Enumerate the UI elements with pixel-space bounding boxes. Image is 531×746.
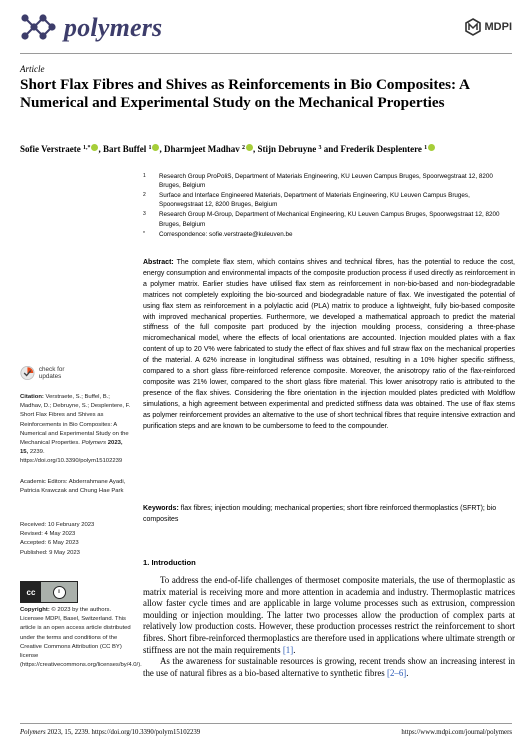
abstract [143,258,515,433]
author-affiliation-mark: 3 [318,145,322,151]
paragraph [143,575,515,656]
academic-editors: Academic Editors: Abderrahmane Ayadi, Patricia Krawczak and Chung Hae Park [20,479,126,495]
footer-citation [20,729,200,736]
citation-label: Citation: [20,394,44,400]
received-date: Received: 10 February 2023 [20,522,95,528]
revised-date: Revised: 4 May 2023 [20,531,76,538]
orcid-icon[interactable] [246,144,253,151]
affiliation-text: Surface and Interface Engineered Materials, Department of Materials Engineering, KU Leuven Campus Bruges, Spoorwegstraat 12, 8200 Bruges, Belgium [159,192,470,209]
attribution-icon: i [53,586,66,599]
keywords-text: flax fibres; injection moulding; mechanical properties; short fibre reinforced thermoplastics (SFRT); bio composites [143,505,497,523]
publisher-logo[interactable] [464,18,513,36]
affiliation-text: Research Group M-Group, Department of Mechanical Engineering, KU Leuven Campus Bruges, Spoorwegstraat 12, 8200 Bruges, Belgium [159,211,500,228]
author-affiliation-mark: 1 [148,145,152,151]
paragraph-text: To address the end-of-life challenges of thermoset composite materials, the use of thermoplastic as matrix material is receiving more and more attention in academia and industry. Thermoplastic matrices allow faster cycle times and are applicable in large volume processes such as extrusion, compression moulding or injection moulding. The latter two processes allow the production of complex parts at relatively low production costs. However, these production processes restrict the reinforcement to short fibres. Short fibre-reinforced thermoplastics are therefore used in applications where ultimate strength or stiffness are not the main requirements [143,575,515,655]
copyright-text: © 2023 by the authors. Licensee MDPI, Basel, Switzerland. This article is an open access article distributed under the terms and conditions of the Creative Commons Attribution (CC BY) license (https://creativecommons.org/licenses/by/4.0/). [20,607,142,669]
orcid-icon[interactable] [152,144,159,151]
author-affiliation-mark: 2 [241,145,245,151]
mdpi-logo-icon [464,18,482,36]
article-type: Article [20,64,45,74]
abstract-text: The complete flax stem, which contains shives and technical fibres, has the potential to reduce the cost, energy consumption and environmental impacts of the composite production process if used directly as reinforcement in a polymer matrix. Earlier studies have utilised flax stem as reinforcement in non-bio-based and non-biodegradable matrices not completely exploiting the bio-sourced and biodegradable nature of flax. We investigated the potential of using flax stem as reinforcement in a polylactic acid (PLA) matrix to produce a lightweight, fully bio-based composite with improved mechanical properties. Furthermore, we developed a mathematical approach to predict the material stiffness of the full composite part produced by the injection moulding process, considering a three-phase micromechanical model, where the effects of local orientations are accounted. Injection moulded plates with a flax content of up to 20 V% were fabricated to study the effect of flax shives and full straw flax on the mechanical properties of the material. A 62% increase in longitudinal stiffness was obtained, resulting in a 10% higher specific stiffness, compared to a short glass fibre-reinforced reference composite. Moreover, the anisotropy ratio of the flax-reinforced composite was 21% lower, compared to the short glass fibre material. This lower anisotropy ratio is attributed to the presence of the flax shives. Considering the fibre orientation in the injection moulded plates predicted with Moldflow simulations, a high agreement between experimental and predicted stiffness data was obtained. The use of flax stems as polymer reinforcement provides an alternative to the use of short technical fibres that require intensive extraction and purification steps and are known to be cumbersome to feed to the compounder. [143,259,515,430]
publication-dates [20,521,132,558]
affiliation-item [143,172,515,191]
affiliation-item [143,210,515,229]
published-date: Published: 9 May 2023 [20,549,80,556]
author-connector: and [323,144,339,154]
author-name[interactable]: Bart Buffel [102,144,147,154]
citation-journal: Polymers [81,440,107,447]
orcid-icon[interactable] [91,144,98,151]
affiliation-mark: 3 [143,211,146,218]
check-updates-icon [20,364,35,382]
header-divider [20,53,512,54]
citation-year-volume: 2023, 15, [20,440,123,456]
keywords [143,504,515,526]
paragraph-end: . [406,667,409,678]
author-name[interactable]: Sofie Verstraete [20,144,81,154]
footer-journal: Polymers [20,729,46,736]
citation-text: Verstraete, S.; Buffel, B.; Madhav, D.; Debruyne, S.; Desplentere, F. Short Flax Fibres and Shives as Reinforcements in Bio Composites: A Numerical and Experimental Study on the Mechanical Properties. [20,394,131,447]
correspondence-text[interactable]: Correspondence: sofie.verstraete@kuleuven.be [159,230,293,238]
journal-name[interactable]: polymers [64,13,163,42]
citation-doi[interactable]: 2239. https://doi.org/10.3390/polym15102239 [20,449,123,465]
abstract-label: Abstract: [143,259,174,266]
cc-by-license-badge[interactable] [20,581,78,603]
polymers-logo-icon [20,13,60,41]
check-updates-label: check for updates [38,366,65,380]
affiliation-item [143,230,515,239]
affiliation-mark: 1 [143,173,146,179]
section-heading: 1. Introduction [143,558,196,567]
cc-icon: cc [21,582,41,602]
citation-block [20,393,132,467]
footer-doi[interactable]: 2023, 15, 2239. https://doi.org/10.3390/polym15102239 [47,729,201,736]
citation-link[interactable]: [2–6] [386,667,407,678]
affiliation-text: Research Group ProPoliS, Department of Materials Engineering, KU Leuven Campus Bruges, Spoorwegstraat 12, 8200 Bruges, Belgium [159,173,493,190]
paragraph-text: As the awareness for sustainable resources is growing, recent trends show an increasing interest in the use of natural fibres as a bio-based alternative to synthetic fibres [143,656,515,678]
paragraph-end: . [293,644,296,655]
keywords-label: Keywords: [143,505,179,512]
footer-divider [20,723,512,724]
copyright-block [20,606,142,670]
introduction-body [143,575,515,679]
footer-journal-url[interactable]: https://www.mdpi.com/journal/polymers [401,729,512,736]
author-name[interactable]: Dharmjeet Madhav [163,144,240,154]
author-affiliation-mark: 1,* [82,145,91,151]
copyright-label: Copyright: [20,607,50,613]
citation-link[interactable]: [1] [282,644,294,655]
affiliation-item [143,191,515,210]
author-name[interactable]: Frederik Desplentere [340,144,422,154]
article-title: Short Flax Fibres and Shives as Reinforcements in Bio Composites: A Numerical and Experimental Study on the Mechanical Properties [20,76,470,111]
author-list: Sofie Verstraete $^{1,*}$ , Bart Buffel $^1$ , Dharmjeet Madhav $^2$ , Stijn Debruyne $^3$ and Frederik Desplentere $^1$ [20,142,520,155]
affiliation-mark: * [143,230,145,237]
orcid-icon[interactable] [428,144,435,151]
affiliation-list [143,172,515,239]
affiliation-mark: 2 [143,192,146,199]
author-name[interactable]: Stijn Debruyne [257,144,317,154]
publisher-name: MDPI [484,21,512,33]
check-for-updates-button[interactable] [20,362,80,384]
paragraph [143,656,515,679]
accepted-date: Accepted: 6 May 2023 [20,540,79,547]
author-affiliation-mark: 1 [424,145,428,151]
